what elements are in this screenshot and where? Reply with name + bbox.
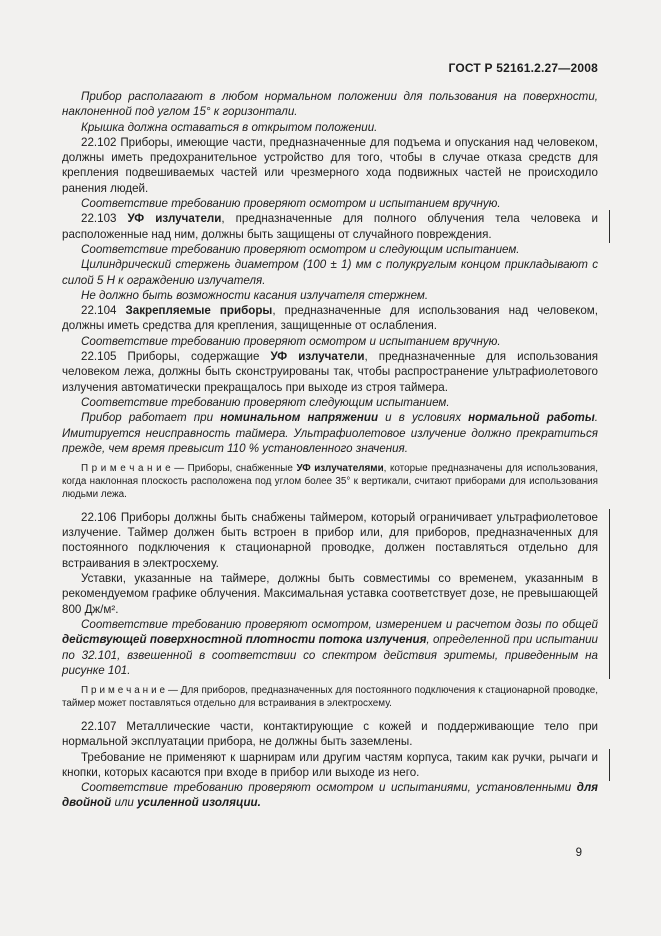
text-run: Цилиндрический стержень диаметром (100 ± 1) мм с полукруглым концом прикладывают с силой 5 Н к ограждению излучателя. [62, 258, 598, 287]
bold-text-run: УФ излучатели [127, 212, 222, 226]
bold-text-run: действующей поверхностной плотности потока излучения [62, 633, 427, 647]
page-number: 9 [575, 847, 582, 859]
text-run: 22.106 Приборы должны быть снабжены таймером, который ограничивает ультрафиолетовое излучение. Таймер должен быть встроен в прибор или, для приборов, предназначенных для постоянного подключения к стационарной проводке, должен поставляться отдельно для встраивания в электросхему. [62, 510, 598, 570]
text-run: Соответствие требованию проверяют следующим испытанием. [81, 395, 450, 409]
text-run: или [111, 796, 138, 810]
text-run: , предназначенные для использования человеком лежа, должны быть сконструированы так, чтобы распространение ультрафиолетового излучения автоматически прекращалось при выходе из строя таймера. [62, 350, 598, 394]
text-run: П р и м е ч а н и е — Приборы, снабженные [81, 463, 297, 475]
paragraph [62, 211, 598, 242]
paragraph [62, 617, 598, 678]
paragraph [62, 349, 598, 395]
note-paragraph [62, 685, 598, 711]
document-header: ГОСТ Р 52161.2.27—2008 [448, 61, 598, 75]
paragraph [62, 135, 598, 196]
bold-text-run: УФ излучателями [296, 463, 384, 475]
text-run: Соответствие требованию проверяют осмотром и испытанием вручную. [81, 197, 501, 211]
text-run: , которые предназначены для использования, когда наклонная плоскость расположена под углом более 35° к вертикали, считают приборами для использования людьми лежа. [62, 463, 598, 500]
text-run: Прибор располагают в любом нормальном положении для пользования на поверхности, наклоненной под углом 15° к горизонтали. [62, 90, 598, 119]
note-paragraph [62, 463, 598, 502]
text-run: и в условиях [378, 411, 469, 425]
text-run: 22.104 [81, 304, 126, 318]
paragraph [62, 510, 598, 571]
bold-text-run: усиленной изоляции. [137, 796, 261, 810]
text-run: Требование не применяют к шарнирам или другим частям корпуса, таким как ручки, рычаги и кнопки, которых касаются при входе в прибор или выходе из него. [62, 750, 598, 779]
text-run: . Имитируется неисправность таймера. Ультрафиолетовое излучение должно прекратиться прежде, чем время превысит 110 % установленного значения. [62, 411, 598, 455]
bold-text-run: УФ излучатели [270, 350, 365, 364]
text-run: 22.107 Металлические части, контактирующие с кожей и поддерживающие тело при нормальной эксплуатации прибора, не должны быть заземлены. [62, 719, 598, 749]
bold-text-run: для двойной [62, 781, 598, 810]
bold-text-run: Закрепляемые приборы [125, 304, 273, 318]
paragraph [62, 303, 598, 334]
text-run: Соответствие требованию проверяют осмотром и испытанием вручную. [81, 334, 501, 348]
paragraph [62, 750, 598, 781]
paragraph [62, 257, 598, 288]
text-run: 22.102 Приборы, имеющие части, предназначенные для подъема и опускания над человеком, должны иметь предохранительное устройство для того, чтобы в случае отказа средств для крепления подвешиваемых частей или чрезмерного хода подвижных частей не происходило ранения людей. [62, 135, 598, 195]
text-run: , предназначенные для использования над человеком, должны иметь средства для крепления, защищенные от ослабления. [62, 304, 598, 333]
paragraph [62, 334, 598, 349]
text-run: Уставки, указанные на таймере, должны быть совместимы со временем, указанным в рекомендуемом графике облучения. Максимальная уставка соответствует дозе, не превышающей 800 Дж/м². [62, 572, 598, 616]
paragraph [62, 242, 598, 257]
document-body [62, 89, 598, 811]
bold-text-run: номинальном напряжении [220, 411, 379, 425]
paragraph [62, 120, 598, 135]
text-run: , определенной при испытании по 32.101, взвешенной в соответствии со спектром действия эритемы, приведенным на рисунке 101. [62, 633, 598, 677]
text-run: 22.103 [81, 212, 128, 226]
text-run: Крышка должна оставаться в открытом положении. [81, 120, 378, 134]
paragraph [62, 196, 598, 211]
paragraph [62, 89, 598, 120]
paragraph [62, 410, 598, 456]
bold-text-run: нормальной работы [468, 411, 595, 425]
text-run: Не должно быть возможности касания излучателя стержнем. [81, 288, 429, 302]
paragraph [62, 571, 598, 617]
text-run: П р и м е ч а н и е — Для приборов, предназначенных для постоянного подключения к стационарной проводке, таймер может поставляться отдельно для встраивания в электросхему. [62, 685, 598, 710]
text-run: Соответствие требованию проверяют осмотром и следующим испытанием. [81, 242, 520, 256]
text-run: , предназначенные для полного облучения тела человека и расположенные над ним, должны быть защищены от случайного повреждения. [62, 212, 598, 241]
paragraph [62, 288, 598, 303]
paragraph [62, 395, 598, 410]
paragraph [62, 780, 598, 811]
text-run: 22.105 Приборы, содержащие [81, 350, 271, 364]
text-run: Соответствие требованию проверяют осмотром, измерением и расчетом дозы по общей [81, 617, 598, 631]
paragraph [62, 719, 598, 750]
text-run: Прибор работает при [81, 411, 221, 425]
text-run: Соответствие требованию проверяют осмотром и испытаниями, установленными [81, 781, 577, 795]
